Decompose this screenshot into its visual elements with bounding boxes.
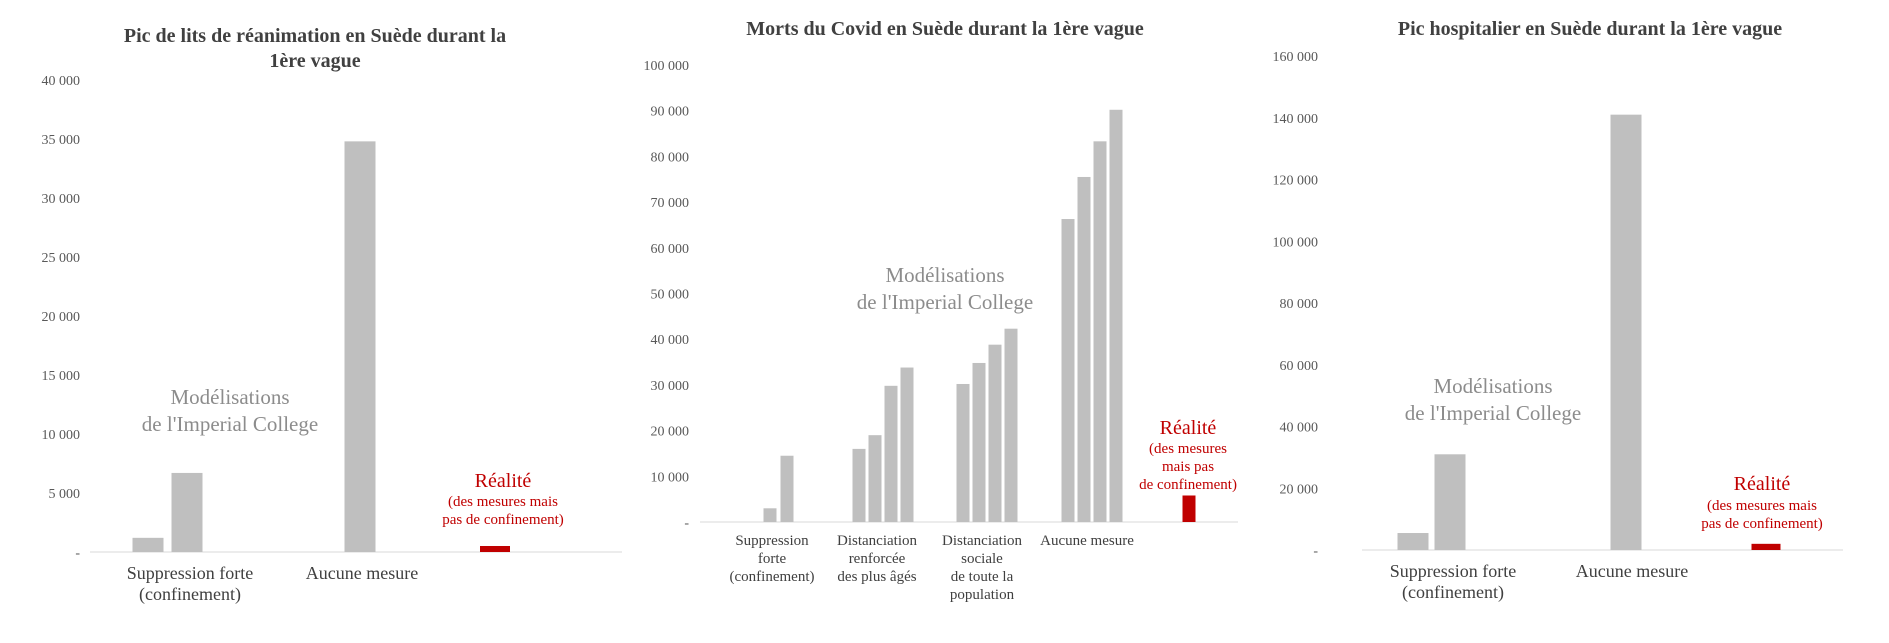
category-label: Suppression forte xyxy=(1389,561,1517,581)
chart-title: 1ère vague xyxy=(269,50,361,72)
category-label: Distanciation xyxy=(942,533,1022,549)
y-tick-label: 120 000 xyxy=(1272,173,1318,189)
chart-2 xyxy=(644,18,1239,603)
model-bar xyxy=(764,508,777,522)
reality-bar xyxy=(1183,495,1196,522)
model-bar xyxy=(133,538,164,552)
y-tick-label: 140 000 xyxy=(1272,111,1318,127)
y-tick-label: 20 000 xyxy=(1279,482,1318,498)
model-bar xyxy=(1078,177,1091,522)
reality-sublabel: pas de confinement) xyxy=(442,512,564,528)
reality-bar xyxy=(1752,544,1781,550)
category-label: Aucune mesure xyxy=(1575,561,1689,581)
y-tick-label: 60 000 xyxy=(650,241,689,257)
reality-label: Réalité xyxy=(474,470,532,492)
model-annotation: Modélisations xyxy=(885,263,1005,287)
y-tick-label: - xyxy=(75,546,80,561)
y-tick-label: 15 000 xyxy=(41,369,80,384)
category-label: Suppression forte xyxy=(126,563,254,583)
y-tick-label: 30 000 xyxy=(650,378,689,394)
reality-sublabel: (des mesures mais xyxy=(1707,498,1817,514)
chart-title: Morts du Covid en Suède durant la 1ère vague xyxy=(746,18,1144,40)
model-bar xyxy=(1094,141,1107,522)
y-tick-label: 20 000 xyxy=(41,310,80,325)
reality-sublabel: pas de confinement) xyxy=(1701,516,1823,532)
reality-sublabel: mais pas xyxy=(1161,459,1215,475)
y-tick-label: 60 000 xyxy=(1279,358,1318,374)
model-annotation: de l'Imperial College xyxy=(1404,401,1582,425)
model-bar xyxy=(885,386,898,522)
category-label: (confinement) xyxy=(139,584,241,604)
model-bar xyxy=(781,456,794,522)
category-label: des plus âgés xyxy=(837,569,917,585)
y-tick-label: 10 000 xyxy=(650,470,689,486)
category-label: Suppression xyxy=(735,533,809,549)
category-label: (confinement) xyxy=(1402,582,1504,602)
chart-3 xyxy=(1273,18,1844,603)
chart-title: Pic hospitalier en Suède durant la 1ère vague xyxy=(1397,18,1783,40)
y-tick-label: 80 000 xyxy=(650,150,689,166)
category-label: (confinement) xyxy=(729,569,815,585)
model-bar xyxy=(1435,454,1466,550)
category-label: population xyxy=(949,587,1015,603)
reality-bar xyxy=(480,546,510,552)
category-label: renforcée xyxy=(848,551,906,567)
y-tick-label: 40 000 xyxy=(41,74,80,89)
y-tick-label: 25 000 xyxy=(41,251,80,266)
category-label: de toute la xyxy=(950,569,1014,585)
model-bar xyxy=(989,345,1002,522)
model-annotation: Modélisations xyxy=(170,385,290,409)
category-label: Aucune mesure xyxy=(1040,533,1134,549)
y-tick-label: 160 000 xyxy=(1272,50,1318,65)
y-tick-label: 40 000 xyxy=(1279,420,1318,436)
reality-label: Réalité xyxy=(1159,417,1217,439)
chart-title: Pic de lits de réanimation en Suède durant la xyxy=(123,25,507,47)
y-tick-label: 100 000 xyxy=(1272,235,1318,251)
category-label: Distanciation xyxy=(837,533,917,549)
y-tick-label: 90 000 xyxy=(650,104,689,120)
y-tick-label: 40 000 xyxy=(650,333,689,349)
model-bar xyxy=(1611,115,1642,550)
model-annotation: Modélisations xyxy=(1433,374,1553,398)
chart-1 xyxy=(42,25,623,605)
y-tick-label: 50 000 xyxy=(650,287,689,303)
y-tick-label: 20 000 xyxy=(650,424,689,440)
category-label: forte xyxy=(757,551,787,567)
category-label: Aucune mesure xyxy=(305,563,419,583)
y-tick-label: - xyxy=(684,516,689,531)
model-bar xyxy=(957,384,970,522)
model-bar xyxy=(1005,329,1018,522)
model-bar xyxy=(345,141,376,552)
y-tick-label: 30 000 xyxy=(41,192,80,207)
y-tick-label: 10 000 xyxy=(41,428,80,443)
reality-sublabel: de confinement) xyxy=(1139,477,1237,493)
model-bar xyxy=(869,435,882,522)
model-bar xyxy=(1110,110,1123,522)
y-tick-label: 70 000 xyxy=(650,196,689,212)
reality-sublabel: (des mesures mais xyxy=(448,494,558,510)
model-bar xyxy=(973,363,986,522)
model-annotation: de l'Imperial College xyxy=(856,290,1034,314)
model-bar xyxy=(1062,219,1075,522)
model-bar xyxy=(901,368,914,522)
y-tick-label: 35 000 xyxy=(41,133,80,148)
model-bar xyxy=(172,473,203,552)
y-tick-label: 100 000 xyxy=(643,59,689,74)
model-bar xyxy=(1398,533,1429,550)
y-tick-label: 80 000 xyxy=(1279,297,1318,312)
reality-sublabel: (des mesures xyxy=(1149,441,1227,457)
model-bar xyxy=(853,449,866,522)
y-tick-label: 5 000 xyxy=(48,487,80,502)
y-tick-label: - xyxy=(1313,544,1318,559)
model-annotation: de l'Imperial College xyxy=(141,412,319,436)
reality-label: Réalité xyxy=(1733,473,1791,495)
category-label: sociale xyxy=(961,551,1003,567)
